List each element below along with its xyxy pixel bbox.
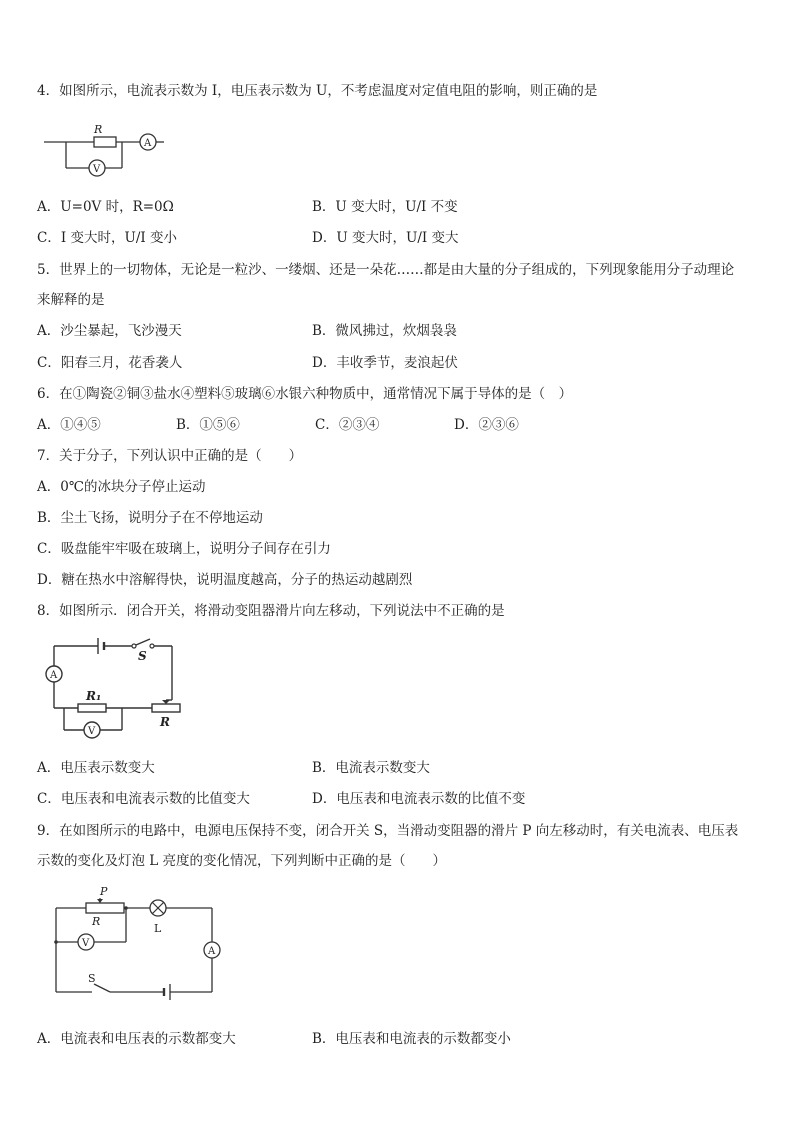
q4-option-d: D．U 变大时，U/I 变大 [312, 230, 459, 246]
q8-label-r: R [160, 715, 170, 729]
q4-option-c: C．I 变大时，U/I 变小 [37, 230, 178, 246]
q4-label-a: A [144, 138, 152, 149]
q9-rheostat [86, 903, 124, 913]
q7-option-a: A．0℃的冰块分子停止运动 [37, 479, 206, 495]
q8-option-a: A．电压表示数变大 [37, 760, 155, 776]
q4-label-r: R [94, 123, 103, 136]
q4-circuit-diagram [44, 118, 174, 178]
q6-option-b: B．①⑤⑥ [176, 417, 240, 433]
q4-option-b: B．U 变大时，U/I 不变 [312, 199, 458, 215]
q5-option-a: A．沙尘暴起，飞沙漫天 [37, 323, 182, 339]
q5-stem-line2: 来解释的是 [37, 292, 105, 308]
q5-option-c: C．阳春三月，花香袭人 [37, 355, 183, 371]
q9-stem-line1: 9．在如图所示的电路中，电源电压保持不变，闭合开关 S，当滑动变阻器的滑片 P 向左移动时，有关电流表、电压表 [37, 823, 739, 839]
q9-label-r: R [92, 915, 101, 928]
q7-stem: 7．关于分子，下列认识中正确的是（ ） [37, 448, 303, 464]
q6-option-d: D．②③⑥ [454, 417, 519, 433]
q6-option-a: A．①④⑤ [37, 417, 101, 433]
q7-option-d: D．糖在热水中溶解得快，说明温度越高，分子的热运动越剧烈 [37, 572, 413, 588]
q5-option-b: B．微风拂过，炊烟袅袅 [312, 323, 457, 339]
q7-option-c: C．吸盘能牢牢吸在玻璃上，说明分子间存在引力 [37, 541, 331, 557]
q9-label-p: P [100, 885, 108, 898]
q4-stem: 4．如图所示，电流表示数为 I，电压表示数为 U，不考虑温度对定值电阻的影响，则正确的是 [37, 83, 598, 99]
q9-stem-line2: 示数的变化及灯泡 L 亮度的变化情况，下列判断中正确的是（ ） [37, 853, 447, 869]
q7-option-b: B．尘土飞扬，说明分子在不停地运动 [37, 510, 263, 526]
q8-label-v: V [88, 726, 96, 737]
q6-stem: 6．在①陶瓷②铜③盐水④塑料⑤玻璃⑥水银六种物质中，通常情况下属于导体的是（ ） [37, 386, 573, 402]
q9-label-a: A [208, 946, 216, 957]
q9-label-l: L [154, 922, 162, 935]
q8-option-b: B．电流表示数变大 [312, 760, 430, 776]
q9-option-a: A．电流表和电压表的示数都变大 [37, 1031, 236, 1047]
q9-option-b: B．电压表和电流表的示数都变小 [312, 1031, 511, 1047]
q8-option-c: C．电压表和电流表示数的比值变大 [37, 791, 250, 807]
q8-resistor-r1 [78, 704, 106, 712]
q8-stem: 8．如图所示．闭合开关，将滑动变阻器滑片向左移动，下列说法中不正确的是 [37, 603, 505, 619]
q5-stem-line1: 5．世界上的一切物体，无论是一粒沙、一缕烟、还是一朵花……都是由大量的分子组成的，下列现象能用分子动理论 [37, 262, 735, 278]
q9-switch [94, 984, 110, 992]
q8-label-s: S [138, 649, 147, 663]
q8-option-d: D．电压表和电流表示数的比值不变 [312, 791, 526, 807]
q8-rheostat [152, 704, 180, 712]
q6-option-c: C．②③④ [315, 417, 380, 433]
q9-label-s: S [88, 972, 96, 985]
q4-label-v: V [93, 164, 101, 175]
q8-circuit-diagram [40, 634, 190, 744]
q9-circuit-diagram [46, 884, 226, 1004]
q4-option-a: A．U=0V 时，R=0Ω [37, 199, 174, 215]
q5-option-d: D．丰收季节，麦浪起伏 [312, 355, 458, 371]
q4-resistor [94, 137, 116, 147]
q8-label-a: A [50, 670, 58, 681]
q8-label-r1: R₁ [86, 689, 102, 703]
q8-switch [136, 639, 150, 645]
q9-label-v: V [82, 938, 90, 949]
